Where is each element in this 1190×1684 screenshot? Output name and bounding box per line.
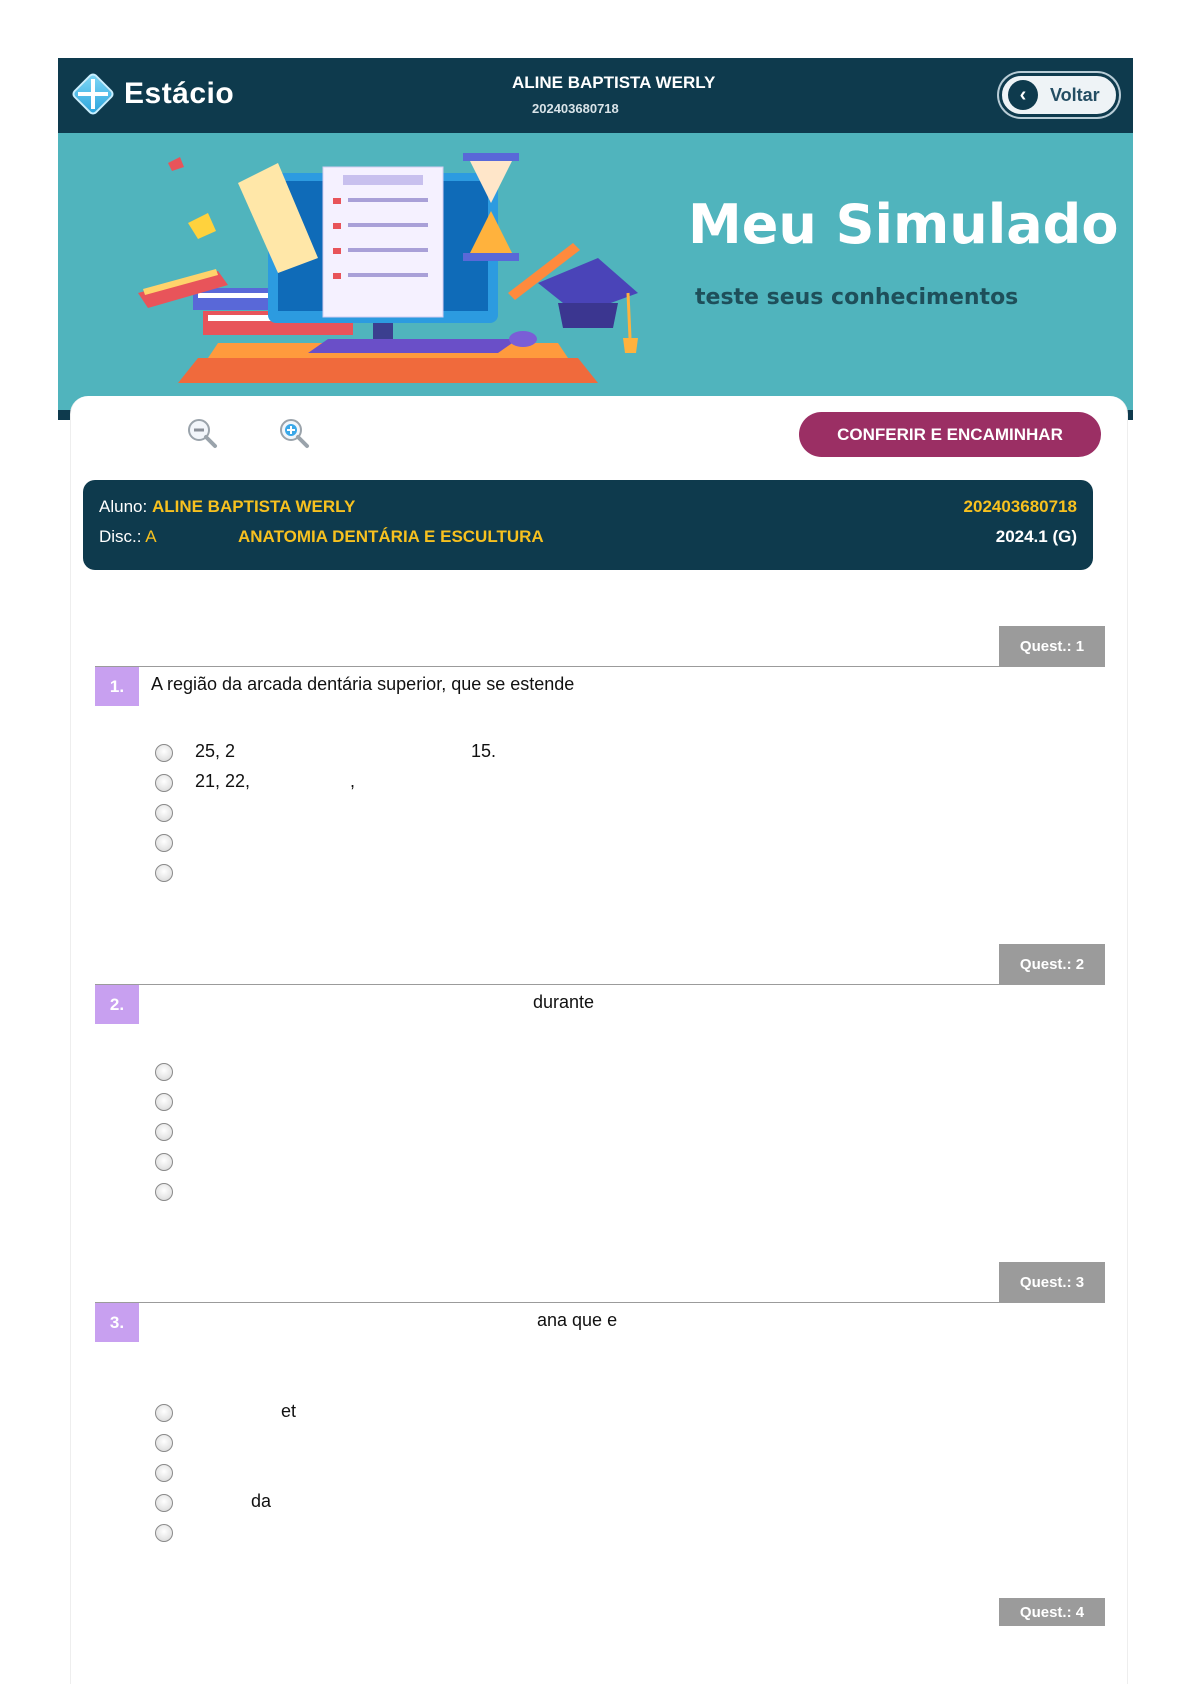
option-text: da	[251, 1491, 272, 1511]
question-text: A região da arcada dentária superior, que se estende	[151, 674, 575, 694]
question-divider	[95, 1302, 1105, 1303]
option-d[interactable]	[155, 1491, 655, 1515]
chevron-left-icon: ‹	[1008, 80, 1038, 110]
option-c[interactable]	[155, 801, 655, 825]
header-student-name: ALINE BAPTISTA WERLY	[512, 73, 716, 92]
submit-button[interactable]: CONFERIR E ENCAMINHAR	[799, 412, 1101, 457]
question-number: 3.	[95, 1303, 139, 1342]
question-divider	[95, 984, 1105, 985]
banner-title: Meu Simulado	[688, 193, 1119, 256]
option-b[interactable]	[155, 1090, 655, 1114]
radio-button[interactable]	[155, 1434, 173, 1452]
student-name: ALINE BAPTISTA WERLY	[151, 497, 356, 516]
radio-button[interactable]	[155, 834, 173, 852]
discipline-code: A	[145, 527, 157, 546]
question-text: durante	[533, 992, 595, 1012]
hero-banner	[58, 133, 1133, 420]
option-e[interactable]	[155, 1180, 655, 1204]
radio-button[interactable]	[155, 1153, 173, 1171]
radio-button[interactable]	[155, 1494, 173, 1512]
header-student-id: 202403680718	[532, 101, 619, 116]
question-tag: Quest.: 4	[999, 1598, 1105, 1626]
radio-button[interactable]	[155, 1183, 173, 1201]
study-illustration	[118, 143, 678, 413]
zoom-out-icon[interactable]	[185, 416, 219, 450]
radio-button[interactable]	[155, 744, 173, 762]
back-button[interactable]	[999, 73, 1119, 117]
radio-button[interactable]	[155, 1123, 173, 1141]
content-card	[70, 396, 1128, 1684]
semester: 2024.1 (G)	[995, 527, 1077, 546]
option-a[interactable]	[155, 1401, 655, 1425]
option-text-end: 15.	[471, 741, 497, 761]
option-a[interactable]	[155, 741, 655, 765]
option-b[interactable]	[155, 771, 655, 795]
student-label: Aluno:	[99, 497, 148, 516]
radio-button[interactable]	[155, 864, 173, 882]
radio-button[interactable]	[155, 774, 173, 792]
option-a[interactable]	[155, 1060, 655, 1084]
radio-button[interactable]	[155, 1524, 173, 1542]
option-text: 21, 22,	[195, 771, 251, 791]
radio-button[interactable]	[155, 1093, 173, 1111]
option-text: 25, 2	[195, 741, 236, 761]
banner-subtitle: teste seus conhecimentos	[695, 285, 1019, 310]
estacio-logo	[70, 71, 234, 117]
top-header	[58, 58, 1133, 133]
question-divider	[95, 666, 1105, 667]
option-e[interactable]	[155, 1521, 655, 1545]
discipline-name: ANATOMIA DENTÁRIA E ESCULTURA	[238, 527, 544, 546]
option-text: et	[281, 1401, 297, 1421]
question-tag: Quest.: 2	[999, 944, 1105, 984]
zoom-in-icon[interactable]	[277, 416, 311, 450]
back-button-label: Voltar	[1050, 84, 1100, 105]
option-text-end: ,	[350, 771, 356, 791]
logo-text: Estácio	[124, 77, 235, 110]
registration-number: 202403680718	[963, 497, 1077, 516]
option-d[interactable]	[155, 831, 655, 855]
option-e[interactable]	[155, 861, 655, 885]
question-tag: Quest.: 3	[999, 1262, 1105, 1302]
radio-button[interactable]	[155, 1404, 173, 1422]
question-text: ana que e	[537, 1310, 618, 1330]
option-d[interactable]	[155, 1150, 655, 1174]
radio-button[interactable]	[155, 804, 173, 822]
radio-button[interactable]	[155, 1063, 173, 1081]
discipline-row	[99, 527, 157, 547]
estacio-logo-icon	[70, 71, 116, 117]
option-b[interactable]	[155, 1431, 655, 1455]
question-tag: Quest.: 1	[999, 626, 1105, 666]
radio-button[interactable]	[155, 1464, 173, 1482]
student-info-panel	[83, 480, 1093, 570]
option-c[interactable]	[155, 1461, 655, 1485]
option-c[interactable]	[155, 1120, 655, 1144]
question-number: 1.	[95, 667, 139, 706]
question-number: 2.	[95, 985, 139, 1024]
student-row	[99, 497, 355, 517]
discipline-label: Disc.:	[99, 527, 142, 546]
